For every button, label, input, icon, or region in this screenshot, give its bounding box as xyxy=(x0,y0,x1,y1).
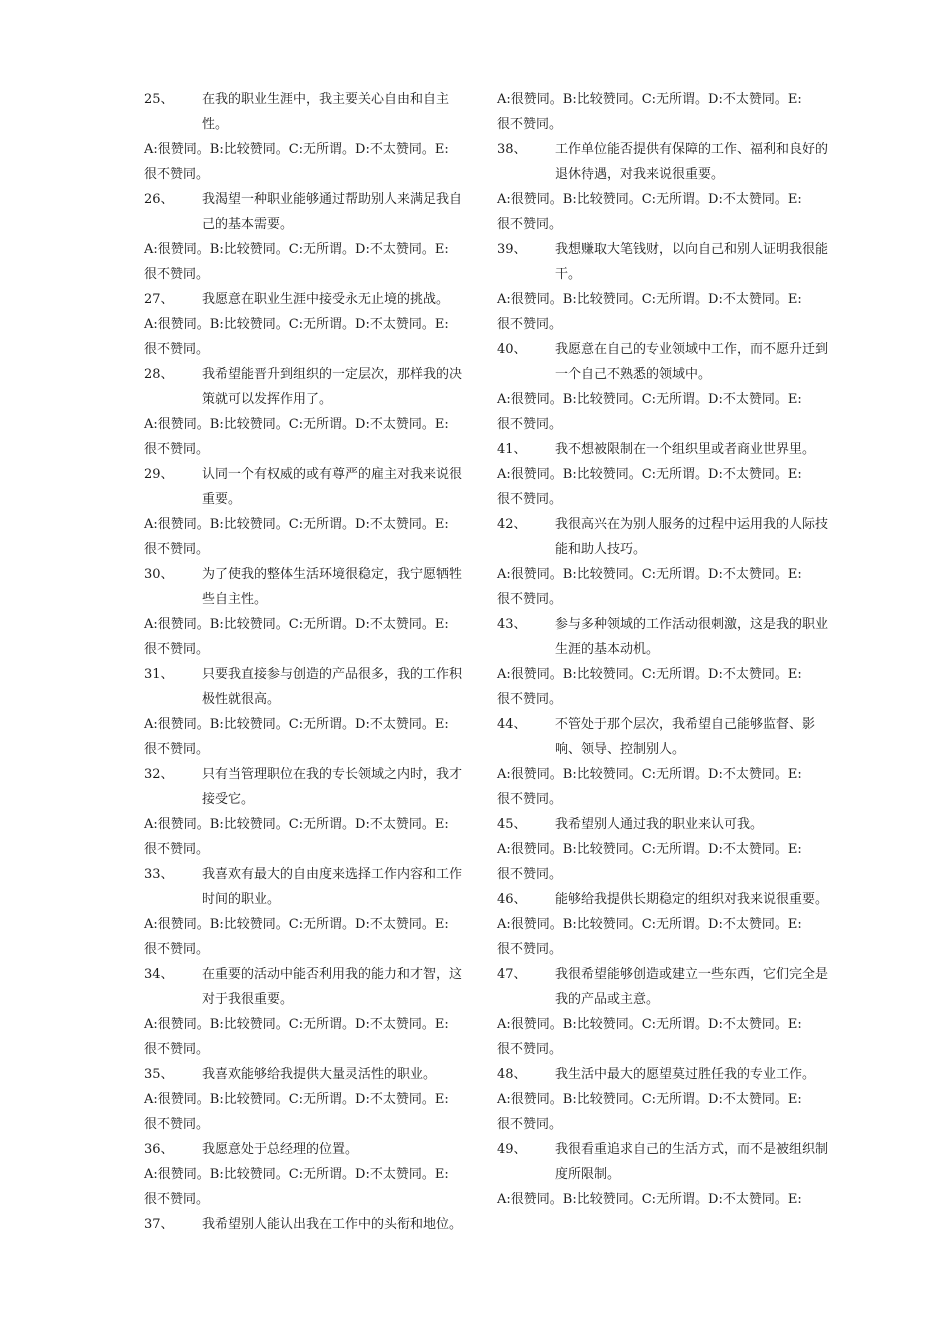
question-number: 25、 xyxy=(144,92,174,107)
question-number: 26、 xyxy=(144,192,174,207)
answer-options-cont: 很不赞同。 xyxy=(144,742,210,757)
question-number: 36、 xyxy=(144,1142,174,1157)
question-number: 32、 xyxy=(144,767,174,782)
question-text: 我很高兴在为别人服务的过程中运用我的人际技能和助人技巧。 xyxy=(555,517,829,557)
answer-options-cont: 很不赞同。 xyxy=(144,1042,210,1057)
question-43 xyxy=(497,612,837,662)
question-text: 我希望能晋升到组织的一定层次，那样我的决策就可以发挥作用了。 xyxy=(202,367,463,407)
answer-options-cont: 很不赞同。 xyxy=(144,942,210,957)
question-30 xyxy=(144,562,474,612)
question-text: 我想赚取大笔钱财，以向自己和别人证明我很能干。 xyxy=(555,242,829,282)
question-number: 37、 xyxy=(144,1217,174,1232)
answer-options: A:很赞同。B:比较赞同。C:无所谓。D:不太赞同。E: xyxy=(144,717,449,732)
question-number: 29、 xyxy=(144,467,174,482)
question-number: 47、 xyxy=(497,967,527,982)
answer-options-cont: 很不赞同。 xyxy=(144,1117,210,1132)
question-27 xyxy=(144,287,474,312)
answer-options-cont: 很不赞同。 xyxy=(144,542,210,557)
answer-options: A:很赞同。B:比较赞同。C:无所谓。D:不太赞同。E: xyxy=(497,292,802,307)
question-45 xyxy=(497,812,837,837)
question-text: 只有当管理职位在我的专长领域之内时，我才接受它。 xyxy=(202,767,463,807)
answer-options-cont: 很不赞同。 xyxy=(497,1117,563,1132)
question-42 xyxy=(497,512,837,562)
answer-options: A:很赞同。B:比较赞同。C:无所谓。D:不太赞同。E: xyxy=(497,1192,802,1207)
left-column xyxy=(144,87,474,1237)
question-number: 49、 xyxy=(497,1142,527,1157)
question-text: 我很看重追求自己的生活方式，而不是被组织制度所限制。 xyxy=(555,1142,829,1182)
answer-options: A:很赞同。B:比较赞同。C:无所谓。D:不太赞同。E: xyxy=(497,392,802,407)
answer-options: A:很赞同。B:比较赞同。C:无所谓。D:不太赞同。E: xyxy=(497,1092,802,1107)
question-37 xyxy=(144,1212,474,1237)
question-text: 在重要的活动中能否利用我的能力和才智，这对于我很重要。 xyxy=(202,967,463,1007)
question-text: 我愿意处于总经理的位置。 xyxy=(202,1142,359,1157)
answer-options: A:很赞同。B:比较赞同。C:无所谓。D:不太赞同。E: xyxy=(497,767,802,782)
question-text: 在我的职业生涯中，我主要关心自由和自主性。 xyxy=(202,92,450,132)
question-text: 我渴望一种职业能够通过帮助别人来满足我自己的基本需要。 xyxy=(202,192,463,232)
question-text: 能够给我提供长期稳定的组织对我来说很重要。 xyxy=(555,892,829,907)
answer-options-cont: 很不赞同。 xyxy=(497,217,563,232)
question-text: 我愿意在职业生涯中接受永无止境的挑战。 xyxy=(202,292,450,307)
question-32 xyxy=(144,762,474,812)
question-number: 33、 xyxy=(144,867,174,882)
question-text: 我生活中最大的愿望莫过胜任我的专业工作。 xyxy=(555,1067,816,1082)
question-text: 为了使我的整体生活环境很稳定，我宁愿牺牲些自主性。 xyxy=(202,567,463,607)
question-number: 38、 xyxy=(497,142,527,157)
answer-options-cont: 很不赞同。 xyxy=(497,492,563,507)
question-25 xyxy=(144,87,474,137)
question-38 xyxy=(497,137,837,187)
answer-options-cont: 很不赞同。 xyxy=(144,342,210,357)
answer-options-cont: 很不赞同。 xyxy=(497,317,563,332)
answer-options: A:很赞同。B:比较赞同。C:无所谓。D:不太赞同。E: xyxy=(144,617,449,632)
question-number: 27、 xyxy=(144,292,174,307)
answer-options: A:很赞同。B:比较赞同。C:无所谓。D:不太赞同。E: xyxy=(144,417,449,432)
question-46 xyxy=(497,887,837,912)
question-number: 28、 xyxy=(144,367,174,382)
answer-options-cont: 很不赞同。 xyxy=(144,167,210,182)
question-49 xyxy=(497,1137,837,1187)
question-number: 34、 xyxy=(144,967,174,982)
answer-options: A:很赞同。B:比较赞同。C:无所谓。D:不太赞同。E: xyxy=(497,667,802,682)
answer-options-cont: 很不赞同。 xyxy=(497,592,563,607)
question-number: 42、 xyxy=(497,517,527,532)
answer-options-cont: 很不赞同。 xyxy=(144,1192,210,1207)
question-text: 我希望别人通过我的职业来认可我。 xyxy=(555,817,764,832)
answer-options: A:很赞同。B:比较赞同。C:无所谓。D:不太赞同。E: xyxy=(144,1167,449,1182)
question-number: 46、 xyxy=(497,892,527,907)
question-number: 48、 xyxy=(497,1067,527,1082)
question-40 xyxy=(497,337,837,387)
answer-options: A:很赞同。B:比较赞同。C:无所谓。D:不太赞同。E: xyxy=(497,842,802,857)
answer-options-cont: 很不赞同。 xyxy=(144,642,210,657)
answer-options: A:很赞同。B:比较赞同。C:无所谓。D:不太赞同。E: xyxy=(144,317,449,332)
question-number: 40、 xyxy=(497,342,527,357)
answer-options: A:很赞同。B:比较赞同。C:无所谓。D:不太赞同。E: xyxy=(144,242,449,257)
question-number: 31、 xyxy=(144,667,174,682)
answer-options-cont: 很不赞同。 xyxy=(497,792,563,807)
question-29 xyxy=(144,462,474,512)
question-47 xyxy=(497,962,837,1012)
answer-options-cont: 很不赞同。 xyxy=(497,867,563,882)
question-text: 我很希望能够创造或建立一些东西，它们完全是我的产品或主意。 xyxy=(555,967,829,1007)
answer-options: A:很赞同。B:比较赞同。C:无所谓。D:不太赞同。E: xyxy=(144,917,449,932)
question-33 xyxy=(144,862,474,912)
answer-options: A:很赞同。B:比较赞同。C:无所谓。D:不太赞同。E: xyxy=(497,467,802,482)
question-text: 只要我直接参与创造的产品很多，我的工作积极性就很高。 xyxy=(202,667,463,707)
question-text: 工作单位能否提供有保障的工作、福利和良好的退休待遇，对我来说很重要。 xyxy=(555,142,829,182)
answer-options: A:很赞同。B:比较赞同。C:无所谓。D:不太赞同。E: xyxy=(497,192,802,207)
question-text: 不管处于那个层次，我希望自己能够监督、影响、领导、控制别人。 xyxy=(555,717,816,757)
question-text: 参与多种领域的工作活动很刺激，这是我的职业生涯的基本动机。 xyxy=(555,617,829,657)
answer-options-cont: 很不赞同。 xyxy=(497,692,563,707)
answer-options: A:很赞同。B:比较赞同。C:无所谓。D:不太赞同。E: xyxy=(144,817,449,832)
question-26 xyxy=(144,187,474,237)
answer-options: A:很赞同。B:比较赞同。C:无所谓。D:不太赞同。E: xyxy=(497,567,802,582)
answer-options: A:很赞同。B:比较赞同。C:无所谓。D:不太赞同。E: xyxy=(497,1017,802,1032)
right-column xyxy=(497,87,837,1212)
question-number: 41、 xyxy=(497,442,527,457)
question-number: 44、 xyxy=(497,717,527,732)
answer-options: A:很赞同。B:比较赞同。C:无所谓。D:不太赞同。E: xyxy=(144,517,449,532)
question-41 xyxy=(497,437,837,462)
question-text: 我愿意在自己的专业领域中工作，而不愿升迁到一个自己不熟悉的领域中。 xyxy=(555,342,829,382)
answer-options-cont: 很不赞同。 xyxy=(497,417,563,432)
question-text: 我不想被限制在一个组织里或者商业世界里。 xyxy=(555,442,816,457)
question-34 xyxy=(144,962,474,1012)
answer-options-cont: 很不赞同。 xyxy=(497,117,563,132)
question-number: 43、 xyxy=(497,617,527,632)
answer-options-cont: 很不赞同。 xyxy=(144,842,210,857)
question-44 xyxy=(497,712,837,762)
question-35 xyxy=(144,1062,474,1087)
question-28 xyxy=(144,362,474,412)
question-number: 35、 xyxy=(144,1067,174,1082)
question-36 xyxy=(144,1137,474,1162)
answer-options: A:很赞同。B:比较赞同。C:无所谓。D:不太赞同。E: xyxy=(144,1092,449,1107)
question-text: 我希望别人能认出我在工作中的头衔和地位。 xyxy=(202,1217,463,1232)
answer-options-cont: 很不赞同。 xyxy=(144,442,210,457)
question-number: 30、 xyxy=(144,567,174,582)
answer-options: A:很赞同。B:比较赞同。C:无所谓。D:不太赞同。E: xyxy=(497,917,802,932)
question-number: 39、 xyxy=(497,242,527,257)
answer-options: A:很赞同。B:比较赞同。C:无所谓。D:不太赞同。E: xyxy=(144,1017,449,1032)
answer-options-cont: 很不赞同。 xyxy=(144,267,210,282)
question-text: 认同一个有权威的或有尊严的雇主对我来说很重要。 xyxy=(202,467,463,507)
answer-options-cont: 很不赞同。 xyxy=(497,1042,563,1057)
question-text: 我喜欢有最大的自由度来选择工作内容和工作时间的职业。 xyxy=(202,867,463,907)
question-48 xyxy=(497,1062,837,1087)
question-31 xyxy=(144,662,474,712)
question-39 xyxy=(497,237,837,287)
answer-options: A:很赞同。B:比较赞同。C:无所谓。D:不太赞同。E: xyxy=(144,142,449,157)
answer-options-cont: 很不赞同。 xyxy=(497,942,563,957)
question-number: 45、 xyxy=(497,817,527,832)
answer-options: A:很赞同。B:比较赞同。C:无所谓。D:不太赞同。E: xyxy=(497,92,802,107)
question-text: 我喜欢能够给我提供大量灵活性的职业。 xyxy=(202,1067,437,1082)
